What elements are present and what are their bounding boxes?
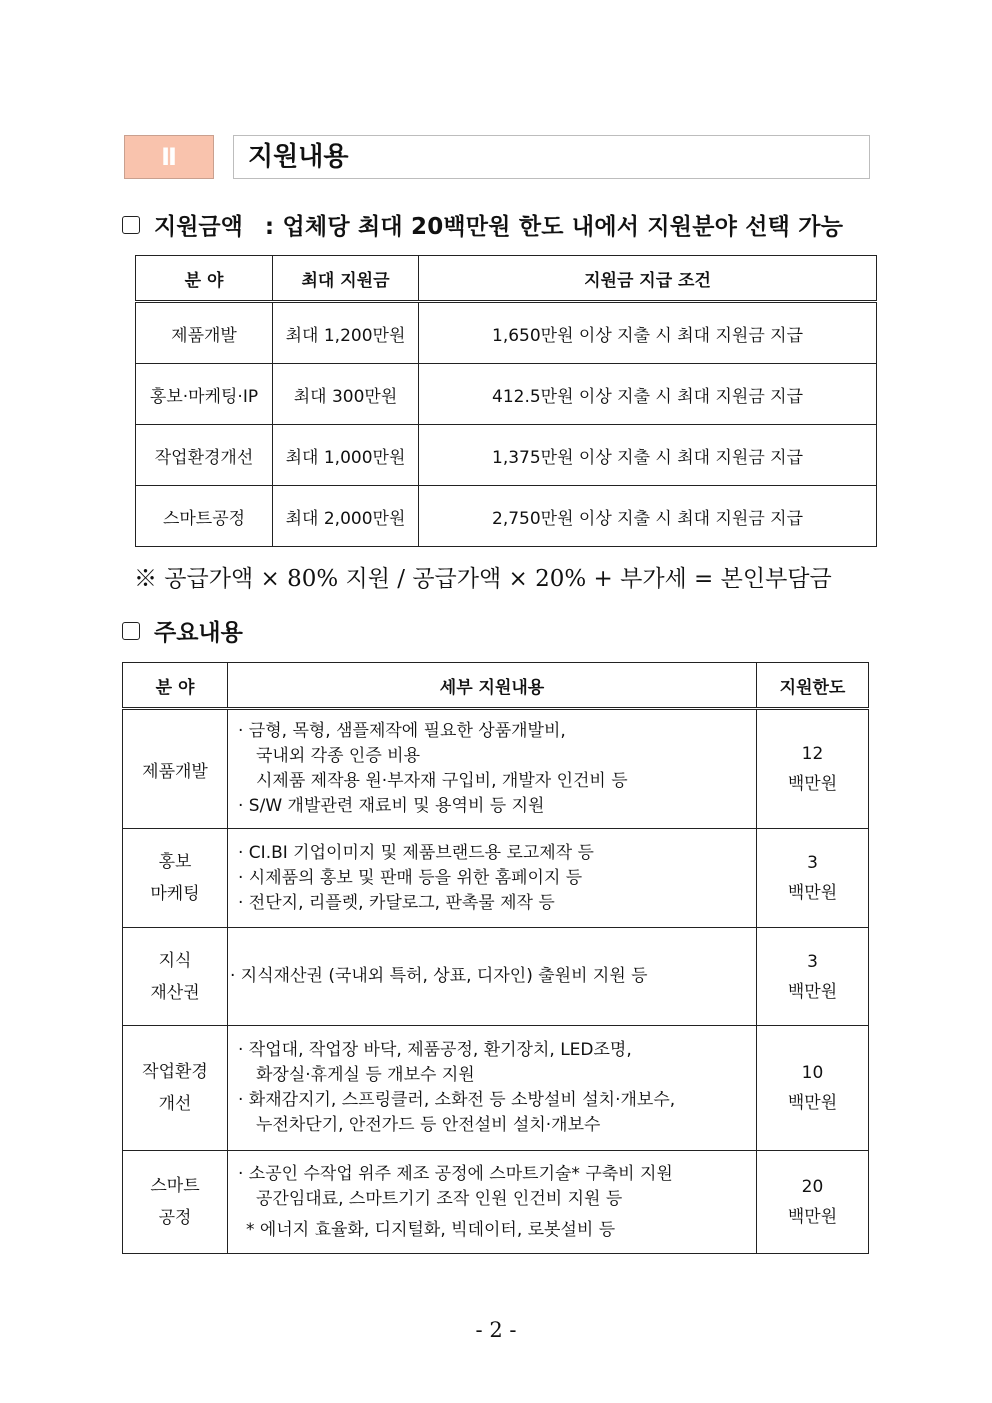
row-max-amount: 최대 300만원	[273, 364, 419, 425]
row-field: 지식 재산권	[123, 928, 228, 1026]
row-condition: 412.5만원 이상 지출 시 최대 지원금 지급	[419, 364, 877, 425]
header-limit: 지원한도	[757, 663, 869, 709]
table-header-row	[136, 256, 877, 302]
table-row	[123, 1026, 869, 1151]
row-limit: 20 백만원	[757, 1151, 869, 1254]
table-row	[136, 425, 877, 486]
table-row	[123, 1151, 869, 1254]
page-number: - 2 -	[475, 1318, 517, 1342]
support-amount-line	[122, 208, 882, 241]
header-field: 분 야	[136, 256, 273, 302]
row-detail: · CI.BI 기업이미지 및 제품브랜드용 로고제작 등 · 시제품의 홍보 및 판매 등을 위한 홈페이지 등 · 전단지, 리플렛, 카달로그, 판촉물 제작 등	[228, 829, 757, 928]
row-detail: · 지식재산권 (국내외 특허, 상표, 디자인) 출원비 지원 등	[228, 928, 757, 1026]
support-amount-label: 지원금액	[154, 214, 243, 240]
support-amount-description: : 업체당 최대 20백만원 한도 내에서 지원분야 선택 가능	[264, 214, 844, 240]
header-field: 분 야	[123, 663, 228, 709]
main-content-line	[122, 614, 243, 647]
row-max-amount: 최대 1,200만원	[273, 302, 419, 364]
main-content-table	[122, 662, 869, 1254]
table-row	[136, 302, 877, 364]
row-condition: 1,650만원 이상 지출 시 최대 지원금 지급	[419, 302, 877, 364]
row-condition: 1,375만원 이상 지출 시 최대 지원금 지급	[419, 425, 877, 486]
header-max-amount: 최대 지원금	[273, 256, 419, 302]
cost-share-note: ※ 공급가액 × 80% 지원 / 공급가액 × 20% + 부가세 = 본인부담금	[134, 566, 832, 592]
table-row	[123, 928, 869, 1026]
row-field: 작업환경개선	[136, 425, 273, 486]
header-detail: 세부 지원내용	[228, 663, 757, 709]
row-detail: · 작업대, 작업장 바닥, 제품공정, 환기장치, LED조명, 화장실·휴게실 등 개보수 지원 · 화재감지기, 스프링클러, 소화전 등 소방설비 설치·개보수, 누전차단기, 안전가드 등 안전설비 설치·개보수	[228, 1026, 757, 1151]
row-max-amount: 최대 1,000만원	[273, 425, 419, 486]
table-row	[123, 709, 869, 829]
row-field: 제품개발	[123, 709, 228, 829]
support-amount-table	[135, 255, 877, 547]
section-title: 지원내용	[233, 135, 870, 179]
checkbox-icon	[122, 622, 140, 640]
row-field: 스마트 공정	[123, 1151, 228, 1254]
main-content-label: 주요내용	[154, 620, 243, 646]
table-row	[123, 829, 869, 928]
checkbox-icon	[122, 216, 140, 234]
row-limit: 10 백만원	[757, 1026, 869, 1151]
row-detail: · 소공인 수작업 위주 제조 공정에 스마트기술* 구축비 지원 공간임대료, 스마트기기 조작 인원 인건비 지원 등 * 에너지 효율화, 디지털화, 빅데이터, 로봇설비 등	[228, 1151, 757, 1254]
row-max-amount: 최대 2,000만원	[273, 486, 419, 547]
table-row	[136, 364, 877, 425]
row-field: 제품개발	[136, 302, 273, 364]
row-field: 홍보 마케팅	[123, 829, 228, 928]
row-detail: · 금형, 목형, 샘플제작에 필요한 상품개발비, 국내외 각종 인증 비용 시제품 제작용 원·부자재 구입비, 개발자 인건비 등 · S/W 개발관련 재료비 및 용역비 등 지원	[228, 709, 757, 829]
row-field: 스마트공정	[136, 486, 273, 547]
row-limit: 3 백만원	[757, 829, 869, 928]
row-field: 홍보·마케팅·IP	[136, 364, 273, 425]
row-limit: 3 백만원	[757, 928, 869, 1026]
table-row	[136, 486, 877, 547]
row-field: 작업환경 개선	[123, 1026, 228, 1151]
row-condition: 2,750만원 이상 지출 시 최대 지원금 지급	[419, 486, 877, 547]
row-limit: 12 백만원	[757, 709, 869, 829]
section-number-badge: Ⅱ	[124, 135, 214, 179]
header-condition: 지원금 지급 조건	[419, 256, 877, 302]
table-header-row	[123, 663, 869, 709]
